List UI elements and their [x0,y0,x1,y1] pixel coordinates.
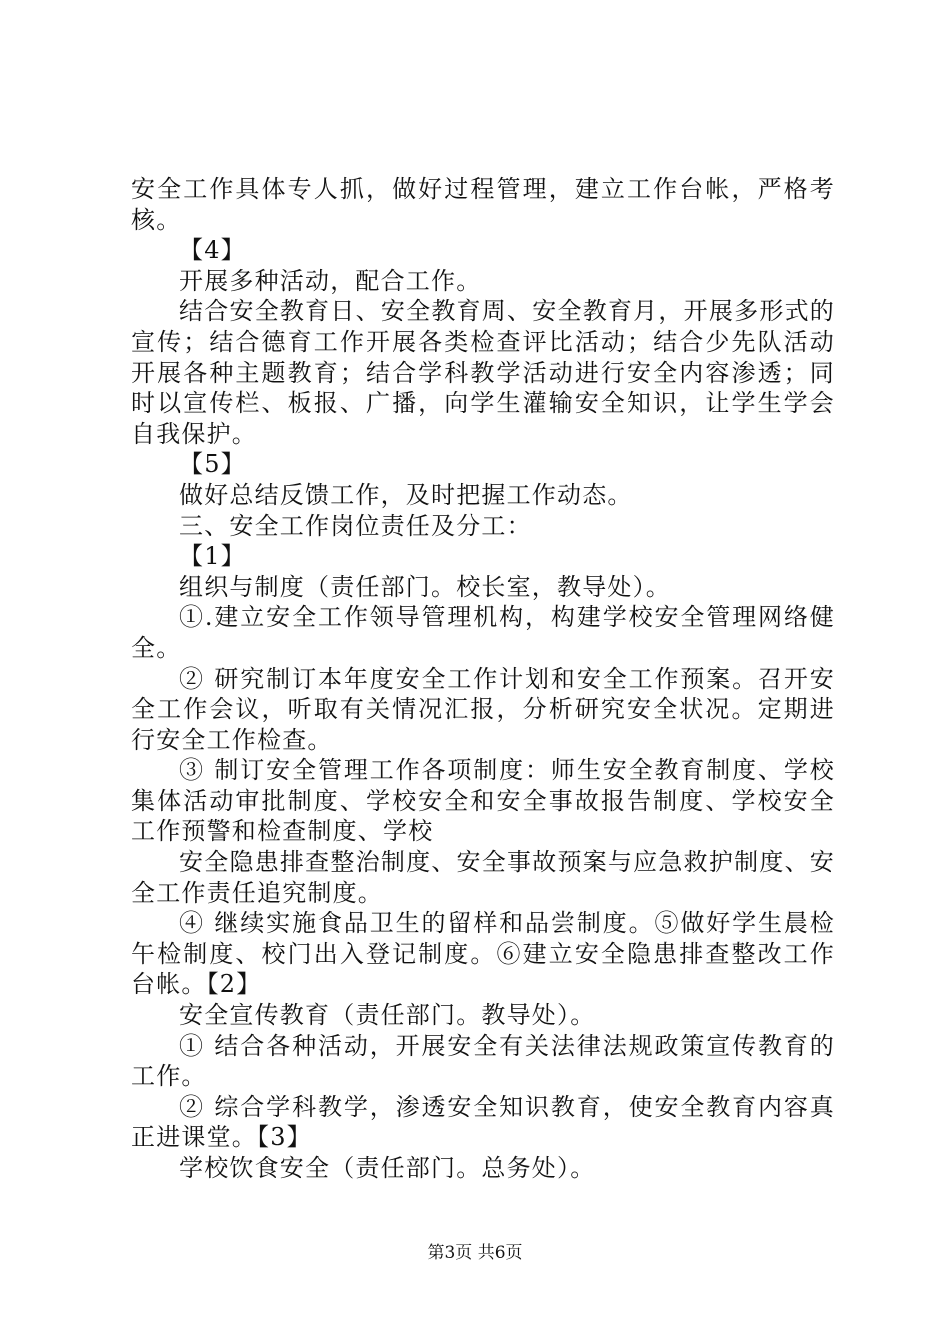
paragraph: 开展多种活动，配合工作。 [179,266,482,295]
paragraph: 组织与制度（责任部门。校长室，教导处）。 [179,572,671,601]
page-footer: 第3页 共6页 [427,1243,523,1263]
paragraph: 安全工作具体专人抓，做好过程管理，建立工作台帐，严格考核。 [131,175,835,234]
paragraph: 做好总结反馈工作，及时把握工作动态。 [179,480,633,509]
paragraph: 安全隐患排查整治制度、安全事故预案与应急救护制度、安全工作责任追究制度。 [131,848,835,907]
list-item: ④ 继续实施食品卫生的留样和品尝制度。⑤做好学生晨检午检制度、校门出入登记制度。⑥建立安全隐患排查整改工作台帐。【2】 [131,909,835,999]
paragraph: 安全宣传教育（责任部门。教导处）。 [179,1001,596,1030]
section-marker: 【5】 [179,450,246,479]
document-body [131,174,835,1184]
list-item: ① 结合各种活动，开展安全有关法律法规政策宣传教育的工作。 [131,1031,835,1091]
list-item: ③ 制订安全管理工作各项制度：师生安全教育制度、学校集体活动审批制度、学校安全和安全事故报告制度、学校安全工作预警和检查制度、学校 [131,756,835,846]
section-heading: 三、安全工作岗位责任及分工： [179,511,532,540]
section-marker: 【4】 [179,236,246,265]
paragraph: 结合安全教育日、安全教育周、安全教育月，开展多形式的宣传；结合德育工作开展各类检查评比活动；结合少先队活动开展各种主题教育；结合学科教学活动进行安全内容渗透；同时以宣传栏、板报、广播，向学生灌输安全知识，让学生学会自我保护。 [131,297,835,448]
section-marker: 【1】 [179,542,246,571]
list-item: ② 综合学科教学，渗透安全知识教育，使安全教育内容真正进课堂。【3】 [131,1092,835,1152]
list-item: ② 研究制订本年度安全工作计划和安全工作预案。召开安全工作会议，听取有关情况汇报，分析研究安全状况。定期进行安全工作检查。 [131,664,835,754]
paragraph: 学校饮食安全（责任部门。总务处）。 [179,1154,596,1182]
list-item: ①.建立安全工作领导管理机构，构建学校安全管理网络健全。 [131,603,835,662]
